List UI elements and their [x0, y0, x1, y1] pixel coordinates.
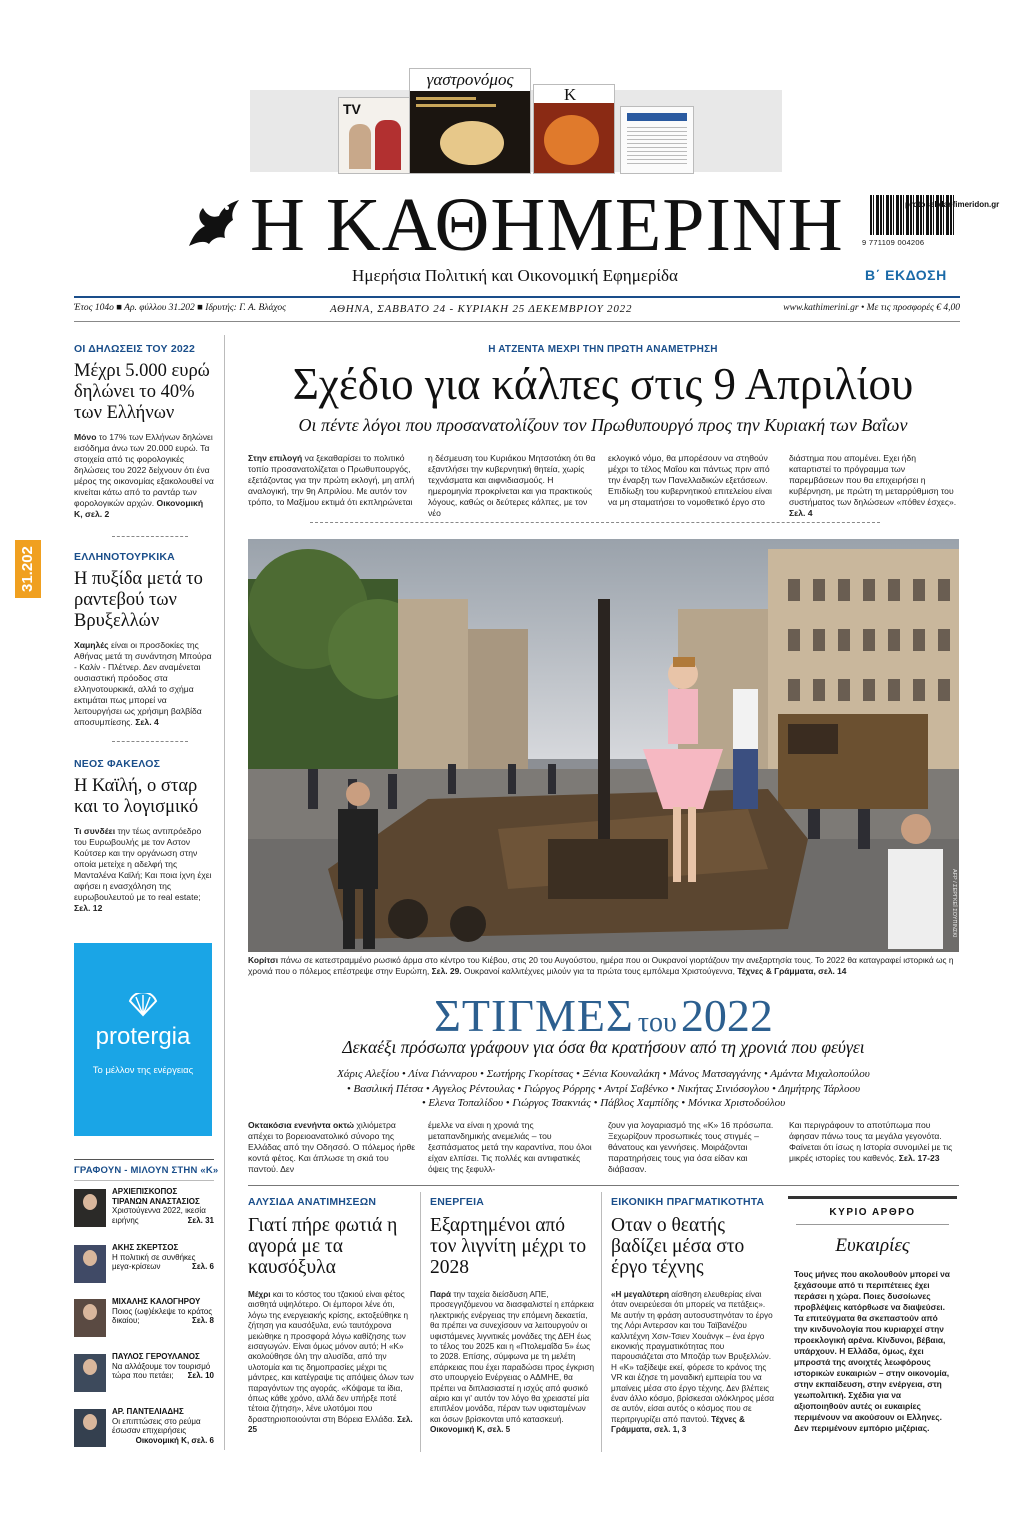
writer-topic: Οι επιπτώσεις στο ρεύμα έσωσαν επιχειρήσεις	[112, 1416, 201, 1435]
tv-supplement-label: TV	[343, 101, 361, 117]
writer-entry[interactable]	[74, 1352, 214, 1402]
lead-story-kicker: Η ΑΤΖΕΝΤΑ ΜΕΧΡΙ ΤΗΝ ΠΡΩΤΗ ΑΝΑΜΕΤΡΗΣΗ	[488, 344, 718, 355]
k-magazine-label: K	[564, 85, 577, 104]
lead-story-separator	[310, 522, 880, 523]
story-kicker: ΝΕΟΣ ΦΑΚΕΛΟΣ	[74, 758, 161, 770]
editorial-text: Τους μήνες που ακολουθούν μπορεί να ξεχάσουμε από τι περιπέτειες έχει περάσει η χώρα. Ποιες δυσοίωνες προβλέψεις κατόρθωσε να διαψεύσει. Τα επιτεύγματα θα σκεπαστούν από την κινδυνολογία που κυριαρχεί στην προεκλογική αρένα. Κίνδυνοι, βέβαια, υπάρχουν. Η Ελλάδα, όμως, έχει μπροστά της ανοιχτές λεωφόρους ιστορικών ευκαιριών – στην οικονομία, στην εκπαίδευση, στην ενέργεια, στη γεωπολιτική. Σχέδια για να αξιοποιηθούν αυτές οι ευκαιρίες περιμένουν να ακούσουν οι Ελληνες. Δεν περιμένουν εμπόριο μιζέριας.	[794, 1269, 950, 1433]
writer-photo	[74, 1245, 106, 1283]
barcode-number: 9 771109 004206	[862, 238, 925, 247]
moments-names	[248, 1067, 959, 1111]
masthead-subtitle: Ημερήσια Πολιτική και Οικονομική Εφημερίδα	[352, 266, 678, 285]
lead-story-deck: Οι πέντε λόγοι που προσανατολίζουν τον Πρωθυπουργό προς την Κυριακή των Βαΐων	[298, 415, 908, 435]
bottom-section-rule	[248, 1185, 959, 1186]
moments-col3: ζουν για λογαριασμό της «Κ» 16 πρόσωπα. Ξεχωρίζουν προσωπικές τους στιγμές – θάνατους και γεννήσεις. Μοιράζονται παρατηρήσεις τους για όσα είδαν και διάβασαν.	[608, 1120, 774, 1174]
k-magazine-thumbnail	[533, 84, 615, 174]
writer-entry[interactable]	[74, 1243, 214, 1293]
writer-ref: Οικονομική Κ, σελ. 6	[135, 1435, 214, 1445]
story-headline: Η πυξίδα μετά το ραντεβού των Βρυξελλών	[74, 569, 203, 631]
photo-credit: AFP / ΣΕΡΓΚΕΪ ΣΟΥΠΙΝΣΚΙ	[951, 869, 957, 938]
sidebar-divider	[224, 335, 225, 1450]
sidebar-separator	[112, 536, 188, 537]
writer-topic: Να αλλάξουμε τον τουρισμό τώρα που πετάει;	[112, 1361, 211, 1380]
writer-name: ΑΡΧΙΕΠΙΣΚΟΠΟΣ ΤΙΡΑΝΩΝ ΑΝΑΣΤΑΣΙΟΣ	[112, 1187, 200, 1206]
writer-ref: Σελ. 31	[187, 1215, 214, 1225]
writer-ref: Σελ. 8	[192, 1316, 214, 1325]
writer-topic: Η πολιτική σε συνθήκες μεγα-κρίσεων	[112, 1252, 196, 1271]
writer-entry[interactable]	[74, 1297, 214, 1347]
dateline-center: ΑΘΗΝΑ, ΣΑΒΒΑΤΟ 24 - ΚΥΡΙΑΚΗ 25 ΔΕΚΕΜΒΡΙΟΥ 2022	[330, 303, 633, 315]
writer-photo	[74, 1189, 106, 1227]
moments-names-line: • Βασιλική Πέτσα • Αγγελος Ρέντουλας • Γιώργος Ρόρρης • Αντρί Σαβένκο • Νικήτας Σινιόσογλου • Δημήτρης Τάρλοου	[346, 1082, 861, 1095]
writer-name: ΑΚΗΣ ΣΚΕΡΤΣΟΣ	[112, 1243, 179, 1252]
story-headline: Οταν ο θεατής βαδίζει μέσα στο έργο τέχνης	[611, 1215, 745, 1278]
moments-deck: Δεκαέξι πρόσωπα γράφουν για όσα θα κρατήσουν από τη χρονιά που φεύγει	[342, 1037, 865, 1057]
story-body: Μέχρι και το κόστος του τζακιού είναι φέτος αισθητά υψηλότερο. Οι έμποροι λένε ότι, λόγω της ενεργειακής κρίσης, εκτοξεύθηκε η ζήτηση για καυσόξυλα, ενώ ταυτόχρονα μειώθηκε η προσφορά λόγω καθίζησης των εισαγωγών. Είναι όμως μόνον αυτό; Η «Κ» ακολούθησε όλη την αλυσίδα, από την υλοτομία και τις δημοπρασίες μέχρι τις μάντρες, και κατέγραψε τις απόψεις όλων των παραγόντων της αγοράς. «Κόψαμε τα ίδια, όπως κάθε χρόνο, αλλά δεν υπήρξε ποτέ τέτοια ζήτηση», λένε υλοτόμοι που δραστηριοποιούνται στη Βόρεια Ελλάδα. Σελ. 25	[248, 1290, 414, 1435]
story-kicker: ΟΙ ΔΗΛΩΣΕΙΣ ΤΟΥ 2022	[74, 343, 195, 355]
newsprint-supplement-thumbnail	[620, 106, 694, 174]
edition-label: Β΄ ΕΚΔΟΣΗ	[865, 267, 947, 283]
story-page-ref[interactable]: Τέχνες & Γράμματα, σελ. 1, 3	[611, 1414, 745, 1435]
story-body: Παρά την ταχεία διείσδυση ΑΠΕ, προσεγγιζόμενου να διασφαλιστεί η επάρκεια ηλεκτρικής ενέργειας την επόμενη δεκαετία, θα πρέπει να συνεχίσουν να λειτουργούν οι υφιστάμενες λιγνιτικές μονάδες της ΔΕΗ έως το τέλος του 2025 και η «Πτολεμαΐδα 5» έως το 2028. Επίσης, σύμφωνα με τη μελέτη επάρκειας που έχει παραδώσει προς έγκριση στο υπουργείο Ενέργειας ο ΑΔΜΗΕ, θα πρέπει να διπλασιαστεί η ισχύς από φυσικό αέριο και γι' αυτόν τον λόγο θα χρειαστεί μία επιπλέον μονάδα, πέραν των υφισταμένων και όσων βρίσκονται υπό κατασκευή. Οικονομική Κ, σελ. 5	[430, 1290, 595, 1435]
writers-kicker: ΓΡΑΦΟΥΝ - ΜΙΛΟΥΝ ΣΤΗΝ «Κ»	[74, 1165, 219, 1176]
writer-photo	[74, 1409, 106, 1447]
bottom-story-firewood[interactable]	[248, 1196, 414, 1436]
gastronomos-supplement-thumbnail	[409, 68, 531, 174]
writer-ref: Σελ. 10	[187, 1371, 214, 1380]
sidebar-separator	[112, 741, 188, 742]
source-site-label: protoselidaefimeridon.gr	[905, 200, 1000, 209]
photo-illustration	[248, 539, 959, 952]
writer-topic: Χριστούγεννα 2022, ικεσία ειρήνης	[112, 1206, 206, 1225]
writer-entry[interactable]	[74, 1407, 214, 1457]
story-body: «Η μεγαλύτερη αίσθηση ελευθερίας είναι όταν ονειρεύεσαι ότι μπορείς να πετάξεις». Με αυτήν τη φράση αυτοσυστηνόταν το έργο της Λόρι Αντερσον και του Ταϊβανέζου καλλιτέχνη Χσιν-Τσιεν Χουάνγκ – ένα έργο εικονικής πραγματικότητας που παρουσιάζεται στο Μποζάρ των Βρυξελλών. Η «Κ» ταξίδεψε εκεί, φόρεσε το κράνος της VR και έζησε τη μοναδική εμπειρία του να μπαίνεις μέσα στο έργο τέχνης. Δεν βλέπεις έναν άλλο κόσμο, βρίσκεσαι ολόκληρος μέσα σε αυτόν, είσαι αυτός ο κόσμος που σε περιτριγυρίζει από παντού. Τέχνες & Γράμματα, σελ. 1, 3	[611, 1290, 775, 1435]
bottom-story-energy[interactable]	[430, 1196, 596, 1436]
protergia-slogan: Το μέλλον της ενέργειας	[92, 1065, 194, 1076]
editorial-label: ΚΥΡΙΟ ΑΡΘΡΟ	[829, 1207, 916, 1218]
story-body: Μόνο το 17% των Ελλήνων δηλώνει εισόδημα άνω των 20.000 ευρώ. Τα στοιχεία από τις φορολογικές δηλώσεις του 2022 δείχνουν ότι ένα μέρος της οικονομίας εξακολουθεί να κινείται κάτω από το ραντάρ των φορολογικών αρχών. Οικονομική Κ, σελ. 2	[74, 432, 214, 519]
writer-topic: Ποιος (ωφ)έκλεψε το κράτος δικαίου;	[112, 1306, 213, 1325]
moments-col1: Οκτακόσια ενενήντα οκτώ χιλιόμετρα απέχει το βορειοανατολικό σύνορο της Ελλάδας από την Οδησσό. Ο πόλεμος ήρθε κοντά φέτος. Και άπλωσε τη σκιά του παντού. Δεν	[248, 1120, 416, 1174]
story-page-ref[interactable]: Οικονομική Κ, σελ. 2	[74, 498, 204, 519]
bottom-story-virtual-reality[interactable]	[611, 1196, 777, 1436]
writers-kicker-rule	[74, 1180, 214, 1181]
writer-photo	[74, 1354, 106, 1392]
story-page-ref[interactable]: Οικονομική Κ, σελ. 5	[430, 1425, 511, 1435]
griffin-logo-icon	[183, 196, 243, 254]
writer-photo	[74, 1299, 106, 1337]
moments-page-ref[interactable]: Σελ. 17-23	[898, 1153, 940, 1163]
dateline-top-rule	[74, 296, 960, 298]
moments-names-line: • Ελενα Τοπαλίδου • Γιώργος Τσακνιάς • Πάβλος Χαμπίδης • Μόνικα Χριστοδούλου	[421, 1097, 786, 1109]
lead-story-headline[interactable]: Σχέδιο για κάλπες στις 9 Απριλίου	[292, 359, 914, 409]
story-kicker: ΕΝΕΡΓΕΙΑ	[430, 1196, 485, 1208]
writer-entry[interactable]	[74, 1187, 214, 1237]
story-headline: Γιατί πήρε φωτιά η αγορά με τα καυσόξυλα	[248, 1215, 398, 1278]
dateline-left: Έτος 104ο ■ Αρ. φύλλου 31.202 ■ Ιδρυτής: Γ. Α. Βλάχος	[74, 303, 287, 313]
lead-story-col3: εκλογικό νόμο, θα μπορέσουν να στηθούν μέχρι το τέλος Μαΐου και πάντως πριν από την έναρξη των Πανελλαδικών εξετάσεων. Επιδίωξη του κυβερνητικού επιτελείου είναι να μη σταματήσει το νομοθετικό έργο στο	[608, 453, 772, 507]
lead-story-col4: διάστημα που απομένει. Εχει ήδη καταρτιστεί το πρόγραμμα των παρεμβάσεων που θα επιχειρήσει η κυβέρνηση, με πρώτη τη μεταρρύθμιση του συστήματος των δηλώσεων «πόθεν έσχες». Σελ. 4	[789, 453, 957, 518]
story-headline: Η Καϊλή, ο σταρ και το λογισμικό	[74, 776, 199, 817]
column-divider	[420, 1192, 421, 1452]
photo-caption: Κορίτσι πάνω σε κατεστραμμένο ρωσικό άρμα στο κέντρο του Κιέβου, στις 20 του Αυγούστου, ημέρα που οι Ουκρανοί γιορτάζουν την ανεξαρτησία τους. Το 2022 θα καταγραφεί ιστορικά ως η χρονιά που ο πόλεμος επέστρεψε στην Ευρώπη, Σελ. 29. Ουκρανοί καλλιτέχνες μιλούν για τα πρώτα τους εμπόλεμα Χριστούγεννα, Τέχνες & Γράμματα, σελ. 14	[248, 955, 954, 976]
writer-name: ΑΡ. ΠΑΝΤΕΛΙΑΔΗΣ	[112, 1407, 184, 1416]
protergia-brand: protergia	[95, 1023, 191, 1050]
editorial-box[interactable]	[788, 1196, 957, 1449]
writer-name: ΜΙΧΑΛΗΣ ΚΑΛΟΓΗΡΟΥ	[112, 1297, 201, 1306]
main-photo-kyiv[interactable]	[248, 539, 959, 952]
lead-story-col1: Στην επιλογή να ξεκαθαρίσει το πολιτικό τοπίο προσανατολίζεται ο Πρωθυπουργός, εξετάζοντας για την πρώτη εκλογή, μη απλή αναλογική, την 9η Απριλίου. Με αυτόν τον τρόπο, το Μαξίμου εκτιμά ότι εκπληρώνεται	[248, 453, 415, 507]
story-kicker: ΕΛΛΗΝΟΤΟΥΡΚΙΚΑ	[74, 551, 175, 563]
protergia-advertisement[interactable]	[74, 943, 212, 1136]
moments-col4: Και περιγράφουν το αποτύπωμα που άφησαν πάνω τους τα μεγάλα γεγονότα. Φαίνεται ότι ίσως η Ιστορία συνομιλεί με τις μικρές ιστορίες του καθενός. Σελ. 17-23	[789, 1120, 953, 1163]
masthead-title: Η ΚΑΘΗΜΕΡΙΝΗ	[250, 183, 844, 267]
story-headline: Μέχρι 5.000 ευρώ δηλώνει το 40% των Ελλήνων	[74, 361, 210, 423]
moments-names-line: Χάρις Αλεξίου • Λίνα Γιάνναρου • Σωτήρης Γκορίτσας • Ξένια Κουναλάκη • Μάνος Ματσαγγάνης • Αμάντα Μιχαλοπούλου	[337, 1068, 870, 1080]
story-kicker: ΕΙΚΟΝΙΚΗ ΠΡΑΓΜΑΤΙΚΟΤΗΤΑ	[611, 1196, 765, 1208]
dateline-right: www.kathimerini.gr • Με τις προσφορές € 4,00	[783, 303, 960, 313]
story-page-ref[interactable]: Σελ. 4	[135, 717, 159, 727]
sidebar-story-greek-turkish[interactable]	[74, 551, 214, 728]
story-page-ref[interactable]: Σελ. 25	[248, 1414, 413, 1435]
column-divider	[601, 1192, 602, 1452]
story-page-ref[interactable]: Σελ. 12	[74, 903, 103, 913]
dateline-bottom-rule	[74, 321, 960, 322]
story-headline: Εξαρτημένοι από τον λιγνίτη μέχρι το 2028	[430, 1215, 587, 1278]
moments-headline[interactable]: ΣΤΙΓΜΕΣ του 2022	[434, 990, 773, 1041]
story-body: Χαμηλές είναι οι προσδοκίες της Αθήνας μετά τη συνάντηση Μπούρα - Καλίν - Πλέτνερ. Δεν αναμένεται ουσιαστική πρόοδος στα ελληνοτουρκικά, αλλά το σχήμα εκτιμάται πως μπορεί να λειτουργήσει ως χρήσιμη βαλβίδα αποσυμπίεσης. Σελ. 4	[74, 640, 212, 727]
gastronomos-title: γαστρονόμος	[410, 69, 530, 91]
sidebar-story-declarations[interactable]	[74, 343, 214, 520]
issue-number-tab: 31.202	[15, 540, 41, 598]
editorial-title: Ευκαιρίες	[835, 1235, 910, 1256]
writer-ref: Σελ. 6	[192, 1262, 214, 1271]
writers-top-rule	[74, 1159, 214, 1160]
tv-supplement-thumbnail	[338, 97, 410, 174]
lead-story-col2: η δέσμευση του Κυριάκου Μητσοτάκη ότι θα εξαντλήσει την κυβερνητική θητεία, χωρίς τεχνάσματα και αιφνιδιασμούς. Η ημερομηνία προκρίνεται και για πρακτικούς λόγους, καθώς οι δεύτερες κάλπες, με τον νέο	[428, 453, 596, 518]
writer-name: ΠΑΥΛΟΣ ΓΕΡΟΥΛΑΝΟΣ	[112, 1352, 200, 1361]
story-body: Τι συνδέει την τέως αντιπρόεδρο του Ευρωβουλής με τον Αστον Κούτσερ και την οργάνωση στην οποία μετείχε η αδελφή της Μανταλένα Καϊλή; Και ποια ίχνη έχει αφήσει η ενασχόληση της ευρωβουλευτού με το real estate; Σελ. 12	[74, 826, 212, 913]
sidebar-story-kaili[interactable]	[74, 758, 214, 914]
lead-story-page-ref[interactable]: Σελ. 4	[789, 508, 813, 518]
protergia-shell-logo-icon	[128, 993, 158, 1017]
moments-col2: έμελλε να είναι η χρονιά της μεταπανδημικής ανεμελιάς – του ξεσπάσματος μετά την καραντίνα, που όλοι είχαν ελπίσει. Τις πολλές και αντιφατικές όψεις της ξεφυλλ-	[428, 1120, 592, 1174]
story-kicker: ΑΛΥΣΙΔΑ ΑΝΑΤΙΜΗΣΕΩΝ	[248, 1196, 377, 1208]
